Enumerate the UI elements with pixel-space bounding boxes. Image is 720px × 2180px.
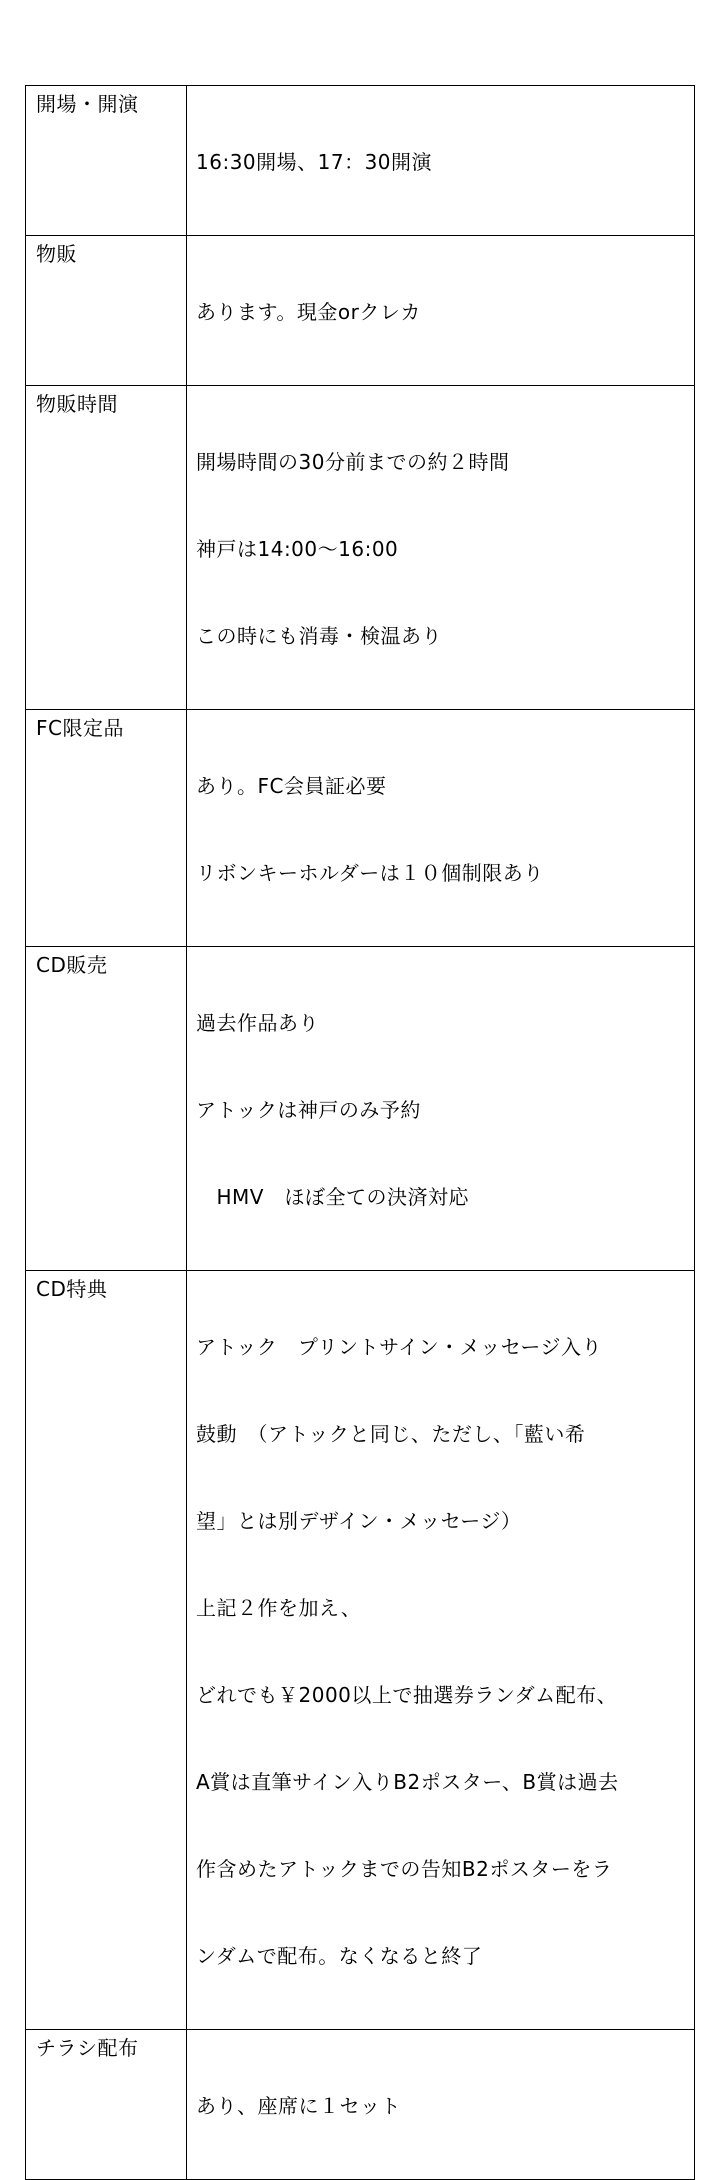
value-line: この時にも消毒・検温あり [196, 624, 442, 648]
table-row [26, 236, 695, 386]
row-value-cd-sales [187, 947, 695, 1271]
value-line: アトック プリントサイン・メッセージ入り [196, 1335, 602, 1359]
event-info-table [25, 85, 695, 2180]
table-row [26, 947, 695, 1271]
value-line: 鼓動 （アトックと同じ、ただし、「藍い希 [196, 1422, 586, 1446]
value-line: 16:30開場、17：30開演 [196, 150, 433, 174]
value-line: 上記２作を加え、 [196, 1596, 362, 1620]
row-value-fc-limited [187, 710, 695, 947]
row-value-merch-hours [187, 386, 695, 710]
row-value-merch [187, 236, 695, 386]
value-line: あり。FC会員証必要 [196, 774, 387, 798]
value-line: HMV ほぼ全ての決済対応 [196, 1185, 469, 1209]
table-row [26, 2030, 695, 2180]
row-value-flyers [187, 2030, 695, 2180]
row-label-merch: 物販 [26, 236, 187, 386]
value-line: 作含めたアトックまでの告知B2ポスターをラ [196, 1857, 613, 1881]
table-row [26, 710, 695, 947]
value-line: A賞は直筆サイン入りB2ポスター、B賞は過去 [196, 1770, 619, 1794]
row-label-cd-sales: CD販売 [26, 947, 187, 1271]
row-label-open-start: 開場・開演 [26, 86, 187, 236]
value-line: 過去作品あり [196, 1011, 319, 1035]
value-line: あります。現金orクレカ [196, 300, 421, 324]
value-line: アトックは神戸のみ予約 [196, 1098, 421, 1122]
row-label-merch-hours: 物販時間 [26, 386, 187, 710]
row-label-flyers: チラシ配布 [26, 2030, 187, 2180]
row-label-cd-bonus: CD特典 [26, 1271, 187, 2030]
value-line: 望」とは別デザイン・メッセージ） [196, 1509, 522, 1533]
table-row [26, 1271, 695, 2030]
value-line: どれでも￥2000以上で抽選券ランダム配布、 [196, 1683, 618, 1707]
value-line: ンダムで配布。なくなると終了 [196, 1944, 483, 1968]
value-line: 神戸は14:00〜16:00 [196, 537, 399, 561]
row-value-cd-bonus [187, 1271, 695, 2030]
value-line: リボンキーホルダーは１０個制限あり [196, 861, 544, 885]
table-row [26, 86, 695, 236]
value-line: 開場時間の30分前までの約２時間 [196, 450, 510, 474]
value-line: あり、座席に１セット [196, 2094, 401, 2118]
row-label-fc-limited: FC限定品 [26, 710, 187, 947]
row-value-open-start [187, 86, 695, 236]
table-row [26, 386, 695, 710]
